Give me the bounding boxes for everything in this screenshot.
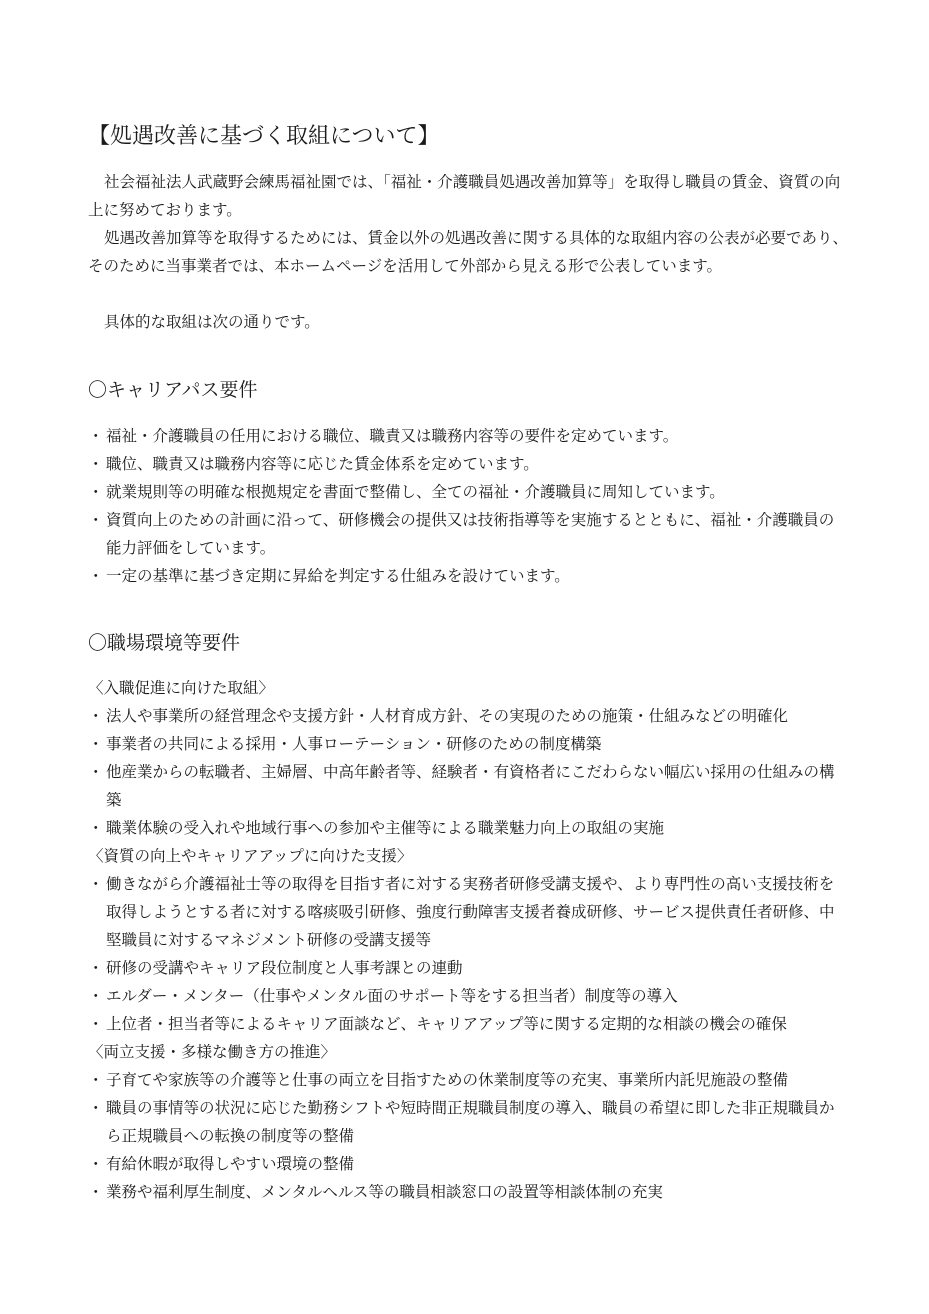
page-title: 【処遇改善に基づく取組について】 xyxy=(88,124,440,149)
list-item: ・ 研修の受講やキャリア段位制度と人事考課との連動 xyxy=(88,954,848,982)
subsection-heading: 〈資質の向上やキャリアアップに向けた支援〉 xyxy=(88,847,413,865)
list-item: ・ 他産業からの転職者、主婦層、中高年齢者等、経験者・有資格者にこだわらない幅広い採用の仕組みの構築 xyxy=(88,758,848,814)
workplace-list xyxy=(88,674,848,1206)
list-item: ・ 事業者の共同による採用・人事ローテーション・研修のための制度構築 xyxy=(88,730,848,758)
intro-section xyxy=(88,168,848,336)
list-item: ・ 職位、職責又は職務内容等に応じた賃金体系を定めています。 xyxy=(88,450,848,478)
intro-paragraph-2: 処遇改善加算等を取得するためには、賃金以外の処遇改善に関する具体的な取組内容の公表が必要であり、そのために当事業者では、本ホームページを活用して外部から見える形で公表しています。 xyxy=(88,229,849,275)
list-item: ・ 福祉・介護職員の任用における職位、職責又は職務内容等の要件を定めています。 xyxy=(88,422,848,450)
list-item: ・ 職業体験の受入れや地域行事への参加や主催等による職業魅力向上の取組の実施 xyxy=(88,814,848,842)
list-item: ・ 子育てや家族等の介護等と仕事の両立を目指すための休業制度等の充実、事業所内託児施設の整備 xyxy=(88,1066,848,1094)
list-item: ・ 働きながら介護福祉士等の取得を目指す者に対する実務者研修受講支援や、より専門性の高い支援技術を取得しようとする者に対する喀痰吸引研修、強度行動障害支援者養成研修、サービス提供責任者研修、中堅職員に対するマネジメント研修の受講支援等 xyxy=(88,870,848,954)
list-item: ・ 職員の事情等の状況に応じた勤務シフトや短時間正規職員制度の導入、職員の希望に即した非正規職員から正規職員への転換の制度等の整備 xyxy=(88,1094,848,1150)
spacer xyxy=(88,280,848,308)
list-item: ・ エルダー・メンター（仕事やメンタル面のサポート等をする担当者）制度等の導入 xyxy=(88,982,848,1010)
list-item: ・ 資質向上のための計画に沿って、研修機会の提供又は技術指導等を実施するとともに、福祉・介護職員の能力評価をしています。 xyxy=(88,506,848,562)
list-item: ・ 有給休暇が取得しやすい環境の整備 xyxy=(88,1150,848,1178)
list-item: ・ 法人や事業所の経営理念や支援方針・人材育成方針、その実現のための施策・仕組みなどの明確化 xyxy=(88,702,848,730)
career-path-heading: 〇キャリアパス要件 xyxy=(88,379,258,401)
list-item: ・ 就業規則等の明確な根拠規定を書面で整備し、全ての福祉・介護職員に周知しています。 xyxy=(88,478,848,506)
subsection-heading: 〈両立支援・多様な働き方の推進〉 xyxy=(88,1043,337,1061)
intro-paragraph-3: 具体的な取組は次の通りです。 xyxy=(104,313,320,331)
list-item: ・ 業務や福利厚生制度、メンタルヘルス等の職員相談窓口の設置等相談体制の充実 xyxy=(88,1178,848,1206)
subsection-heading: 〈入職促進に向けた取組〉 xyxy=(88,679,275,697)
intro-paragraph-1: 社会福祉法人武蔵野会練馬福祉園では、「福祉・介護職員処遇改善加算等」を取得し職員の賃金、資質の向上に努めております。 xyxy=(88,173,841,219)
workplace-heading: 〇職場環境等要件 xyxy=(88,632,241,654)
career-path-list xyxy=(88,422,848,590)
list-item: ・ 一定の基準に基づき定期に昇給を判定する仕組みを設けています。 xyxy=(88,562,848,590)
list-item: ・ 上位者・担当者等によるキャリア面談など、キャリアアップ等に関する定期的な相談の機会の確保 xyxy=(88,1010,848,1038)
